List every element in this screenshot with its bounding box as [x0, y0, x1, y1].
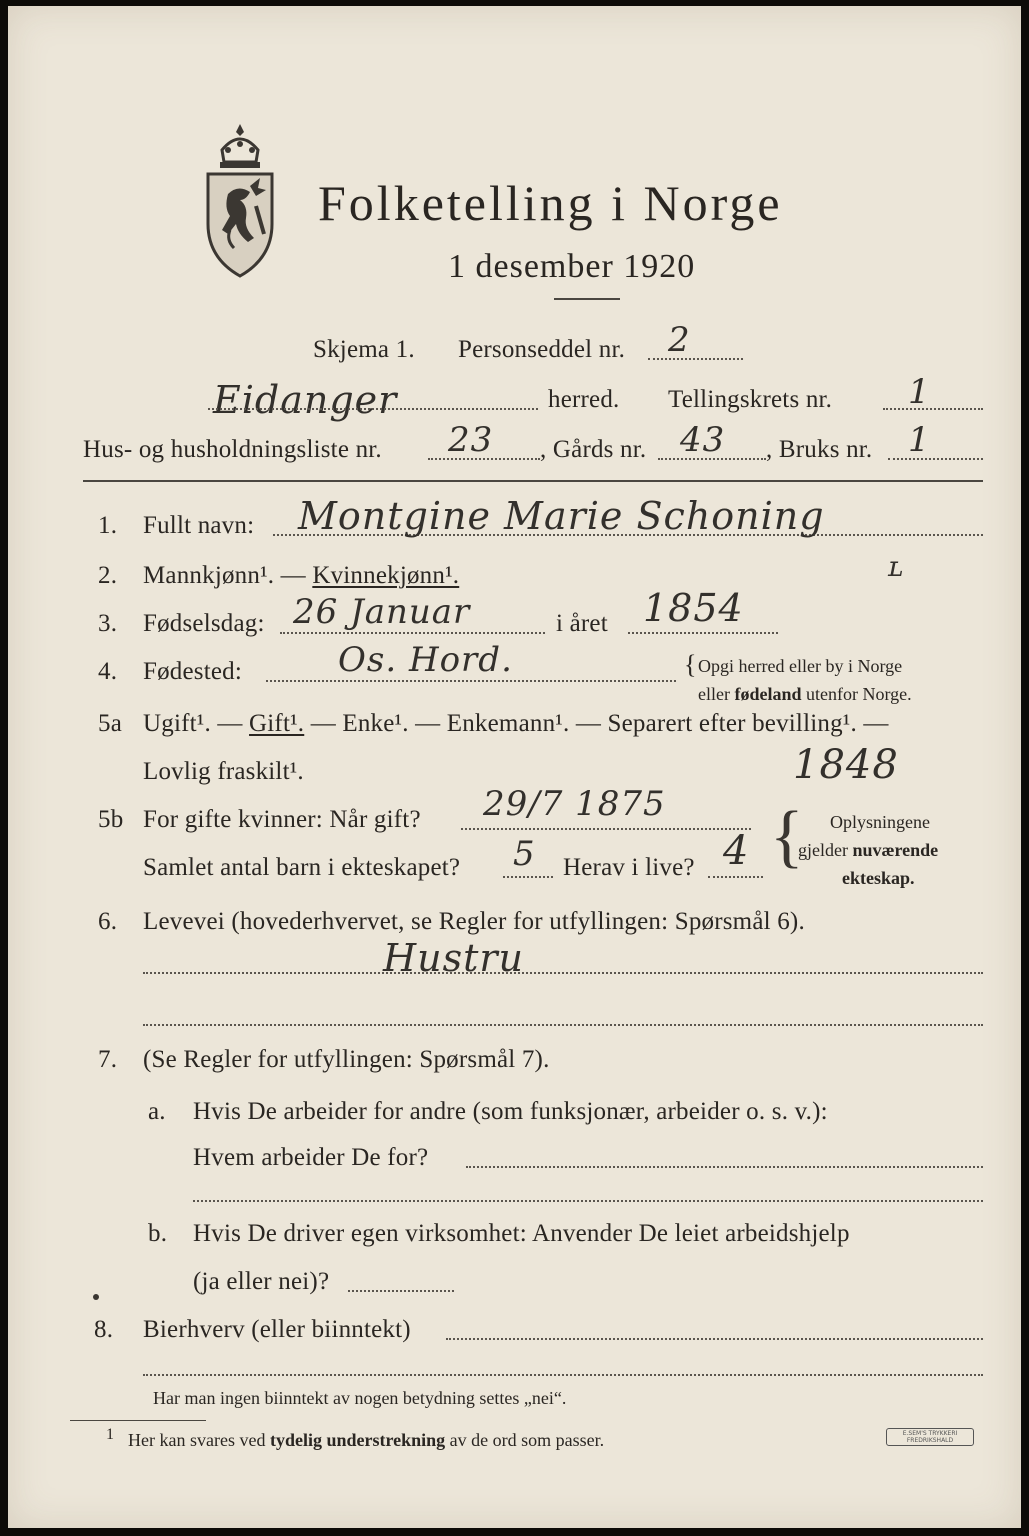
q8-note: Har man ingen biinntekt av nogen betydning settes „nei“.: [153, 1388, 567, 1408]
gender-kvinne-underlined: Kvinnekjønn¹.: [312, 562, 460, 589]
q3-year-dotted-line: [628, 632, 778, 634]
q5b-note-line3: ekteskap.: [842, 868, 915, 888]
ink-dot: [93, 1294, 99, 1300]
full-name-value: Montgine Marie Schoning: [298, 494, 825, 538]
herred-label: herred.: [548, 386, 620, 413]
q6-dotted-line-2: [143, 1024, 983, 1026]
q5a-number: 5a: [98, 710, 122, 737]
q3-label: Fødselsdag:: [143, 610, 265, 637]
children-total-value: 5: [513, 834, 536, 874]
q8-label: Bierhverv (eller biinntekt): [143, 1316, 411, 1343]
q5b-brace: {: [770, 798, 804, 875]
q5b-note-line1: Oplysningene: [830, 812, 930, 832]
bruks-value: 1: [908, 420, 931, 460]
q7-label: (Se Regler for utfyllingen: Spørsmål 7).: [143, 1046, 550, 1073]
q6-label: Levevei (hovederhvervet, se Regler for utfyllingen: Spørsmål 6).: [143, 908, 805, 935]
footnote-rule: [70, 1420, 206, 1421]
gender-separator: —: [274, 562, 313, 589]
q4-label: Fødested:: [143, 658, 243, 685]
q1-label: Fullt navn:: [143, 512, 255, 539]
q2-number: 2.: [98, 562, 118, 589]
married-date-value: 29/7 1875: [483, 784, 666, 824]
q5b-live-dotted-line: [708, 876, 763, 878]
status-rest: — Enke¹. — Enkemann¹. — Separert efter bevilling¹. —: [304, 710, 889, 737]
q3-number: 3.: [98, 610, 118, 637]
q5b-number: 5b: [98, 806, 124, 833]
q7-number: 7.: [98, 1046, 118, 1073]
q4-dotted-line: [266, 680, 676, 682]
q5a-line2: Lovlig fraskilt¹.: [143, 758, 304, 785]
herred-value: Eidanger: [213, 378, 398, 422]
gender-mann: Mannkjønn¹.: [143, 562, 275, 589]
q7a-number: a.: [148, 1098, 166, 1125]
occupation-value: Hustru: [383, 936, 525, 980]
q7a-dotted-line-2: [193, 1200, 983, 1202]
personseddel-value: 2: [668, 320, 691, 360]
q7b-label: Hvis De driver egen virksomhet: Anvender De leiet arbeidshjelp: [193, 1220, 850, 1247]
tellingskrets-dotted-line: [883, 408, 983, 410]
census-date: 1 desember 1920: [448, 248, 696, 285]
q7b-dotted-line: [348, 1290, 454, 1292]
birth-day-value: 26 Januar: [293, 592, 471, 632]
q8-number: 8.: [94, 1316, 114, 1343]
herred-dotted-line: [208, 408, 538, 410]
q4-number: 4.: [98, 658, 118, 685]
footnote-text: Her kan svares ved tydelig understrekning av de ord som passer.: [128, 1430, 605, 1450]
q8-dotted-line-2: [143, 1374, 983, 1376]
footnote-mark: 1: [106, 1426, 114, 1443]
q2-check-mark: ʟ: [888, 550, 905, 583]
q5a-status-line: Ugift¹. — Gift¹. — Enke¹. — Enkemann¹. — Separert efter bevilling¹. —: [143, 710, 889, 737]
q5b-barn-dotted-line: [503, 876, 553, 878]
q5b-note-line2: gjelder nuværende: [798, 840, 939, 860]
birthplace-value: Os. Hord.: [338, 640, 513, 680]
bruks-dotted-line: [888, 458, 983, 460]
tellingskrets-value: 1: [908, 372, 931, 412]
q4-note-line2: eller fødeland utenfor Norge.: [698, 684, 912, 704]
q7a-dotted-line-1: [466, 1166, 983, 1168]
q5b-married-dotted-line: [461, 828, 751, 830]
header-separator: [83, 480, 983, 482]
bruks-label: , Bruks nr.: [766, 436, 873, 463]
q1-number: 1.: [98, 512, 118, 539]
q3-year-label: i året: [556, 610, 608, 637]
coat-of-arms-icon: [200, 120, 280, 280]
tellingskrets-label: Tellingskrets nr.: [668, 386, 833, 413]
form-title: Folketelling i Norge: [318, 175, 783, 231]
q7a-sub-label: Hvem arbeider De for?: [193, 1144, 429, 1171]
q4-brace: {: [684, 650, 697, 679]
status-gift-underlined: Gift¹.: [249, 710, 305, 737]
q2-gender-line: [143, 562, 459, 590]
q5b-barn-label: Samlet antal barn i ekteskapet?: [143, 854, 461, 881]
gards-value: 43: [680, 420, 726, 460]
q8-dotted-line-1: [446, 1338, 983, 1340]
q6-dotted-line-1: [143, 972, 983, 974]
gards-label: , Gårds nr.: [540, 436, 647, 463]
personseddel-dotted-line: [648, 358, 743, 360]
margin-note-1848: 1848: [793, 742, 899, 788]
q7a-label: Hvis De arbeider for andre (som funksjonær, arbeider o. s. v.):: [193, 1098, 828, 1125]
q7b-number: b.: [148, 1220, 168, 1247]
printer-stamp: E.SEM'S TRYKKERI FREDRIKSHALD: [886, 1428, 974, 1446]
q5b-live-label: Herav i live?: [563, 854, 695, 881]
birth-year-value: 1854: [643, 586, 744, 630]
q3-day-dotted-line: [280, 632, 545, 634]
status-ugift: Ugift¹.: [143, 710, 211, 737]
husliste-value: 23: [448, 420, 494, 460]
q4-note-line1: Opgi herred eller by i Norge: [698, 656, 903, 676]
q6-number: 6.: [98, 908, 118, 935]
census-form-page: [8, 6, 1021, 1528]
q5b-label: For gifte kvinner: Når gift?: [143, 806, 421, 833]
husliste-label: Hus- og husholdningsliste nr.: [83, 436, 382, 463]
children-living-value: 4: [723, 828, 750, 874]
q7b-sub-label: (ja eller nei)?: [193, 1268, 330, 1295]
schema-label: Skjema 1.: [313, 336, 415, 363]
personseddel-label: Personseddel nr.: [458, 336, 626, 363]
title-divider: [554, 298, 620, 300]
